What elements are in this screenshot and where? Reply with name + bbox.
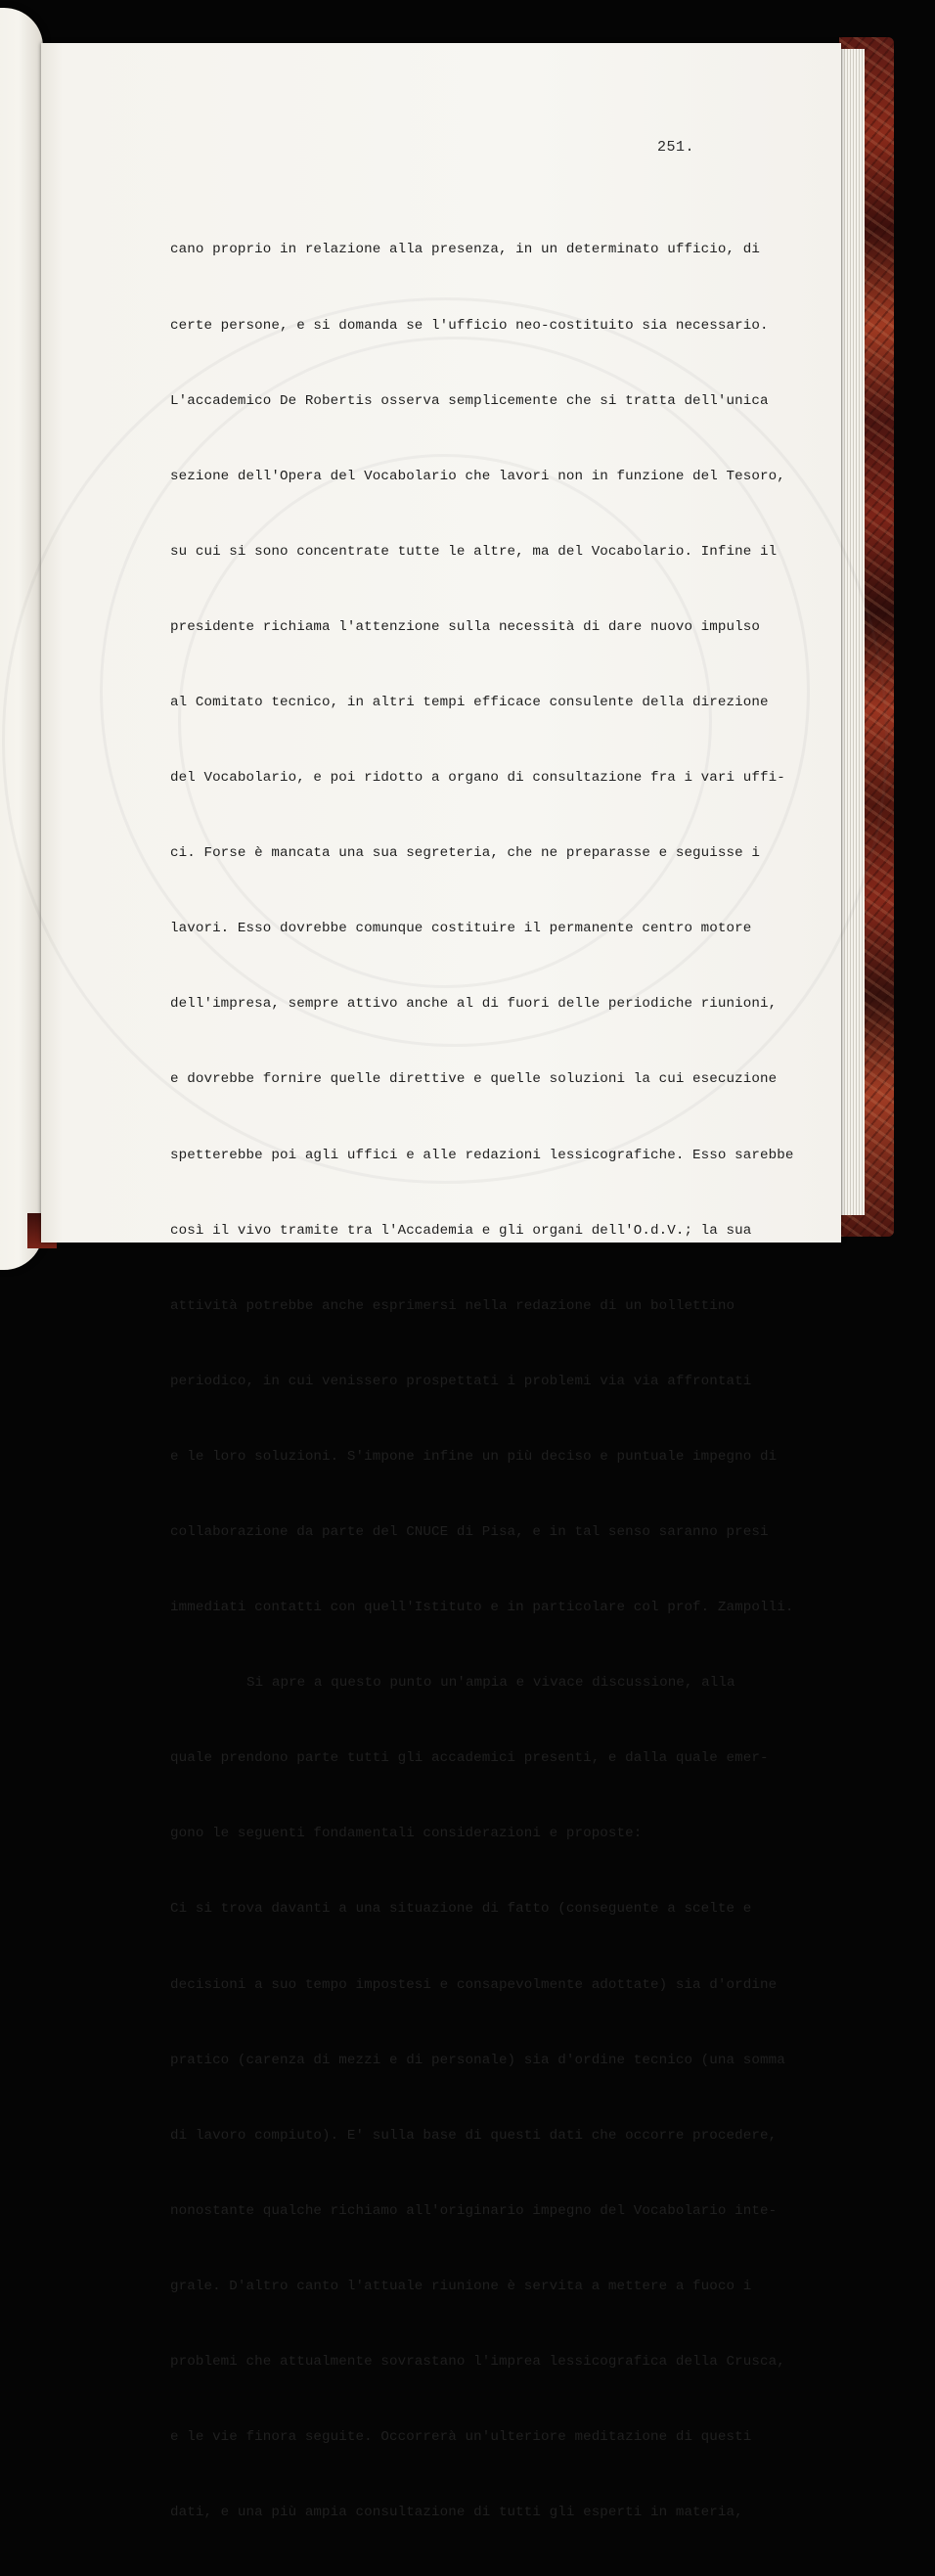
text-line: presidente richiama l'attenzione sulla necessità di dare nuovo impulso [170, 618, 760, 635]
text-line: gono le seguenti fondamentali considerazioni e proposte: [170, 1826, 643, 1842]
text-line: del Vocabolario, e poi ridotto a organo di consultazione fra i vari uffi- [170, 770, 785, 787]
text-line: su cui si sono concentrate tutte le altre, ma del Vocabolario. Infine il [170, 543, 778, 560]
text-line: dati, e una più ampia consultazione di tutti gli esperti in materia, [170, 2505, 743, 2521]
text-line: periodico, in cui venissero prospettati i problemi via via affrontati [170, 1373, 752, 1389]
text-line: Ci si trova davanti a una situazione di fatto (conseguente a scelte e [170, 1901, 752, 1918]
text-line: attività potrebbe anche esprimersi nella redazione di un bollettino [170, 1297, 735, 1314]
text-line: ci. Forse è mancata una sua segreteria, che ne preparasse e seguisse i [170, 845, 760, 862]
text-line: e le loro soluzioni. S'impone infine un più deciso e puntuale impegno di [170, 1448, 778, 1465]
text-line: lavori. Esso dovrebbe comunque costituire il permanente centro motore [170, 921, 752, 937]
text-line: e le vie finora seguite. Occorrerà un'ulteriore meditazione di questi [170, 2429, 752, 2446]
text-line: e dovrebbe fornire quelle direttive e quelle soluzioni la cui esecuzione [170, 1071, 778, 1088]
text-line: sezione dell'Opera del Vocabolario che lavori non in funzione del Tesoro, [170, 468, 785, 484]
text-line: L'accademico De Robertis osserva semplicemente che si tratta dell'unica [170, 392, 769, 409]
text-line: collaborazione da parte del CNUCE di Pisa, e in tal senso saranno presi [170, 1524, 769, 1540]
text-line: problemi che attualmente sovrastano l'imprea lessicografica della Crusca, [170, 2354, 785, 2371]
document-page [41, 43, 841, 2521]
text-line: grale. D'altro canto l'attuale riunione è servita a mettere a fuoco i [170, 2278, 752, 2294]
text-line: così il vivo tramite tra l'Accademia e gli organi dell'O.d.V.; la sua [170, 1222, 752, 1239]
text-line: certe persone, e si domanda se l'ufficio neo-costituito sia necessario. [170, 317, 769, 334]
text-line: nonostante qualche richiamo all'originario impegno del Vocabolario inte- [170, 2202, 778, 2219]
paragraph-first-line: Si apre a questo punto un'ampia e vivace discussione, alla [246, 1675, 735, 1692]
body-text [170, 188, 794, 2576]
text-line: decisioni a suo tempo impostesi e consapevolmente adottate) sia d'ordine [170, 1976, 778, 1993]
text-line: cano proprio in relazione alla presenza, in un determinato ufficio, di [170, 242, 760, 258]
page-number: 251. [657, 139, 695, 156]
text-line: pratico (carenza di mezzi e di personale) sia d'ordine tecnico (una somma [170, 2052, 785, 2068]
text-line: dell'impresa, sempre attivo anche al di fuori delle periodiche riunioni, [170, 996, 778, 1013]
text-line: al Comitato tecnico, in altri tempi efficace consulente della direzione [170, 694, 769, 710]
text-line: spetterebbe poi agli uffici e alle redazioni lessicografiche. Esso sarebbe [170, 1147, 794, 1163]
text-line: immediati contatti con quell'Istituto e in particolare col prof. Zampolli. [170, 1600, 794, 1616]
text-line: di lavoro compiuto). E' sulla base di questi dati che occorre procedere, [170, 2127, 778, 2144]
text-line: quale prendono parte tutti gli accademici presenti, e dalla quale emer- [170, 1750, 769, 1767]
